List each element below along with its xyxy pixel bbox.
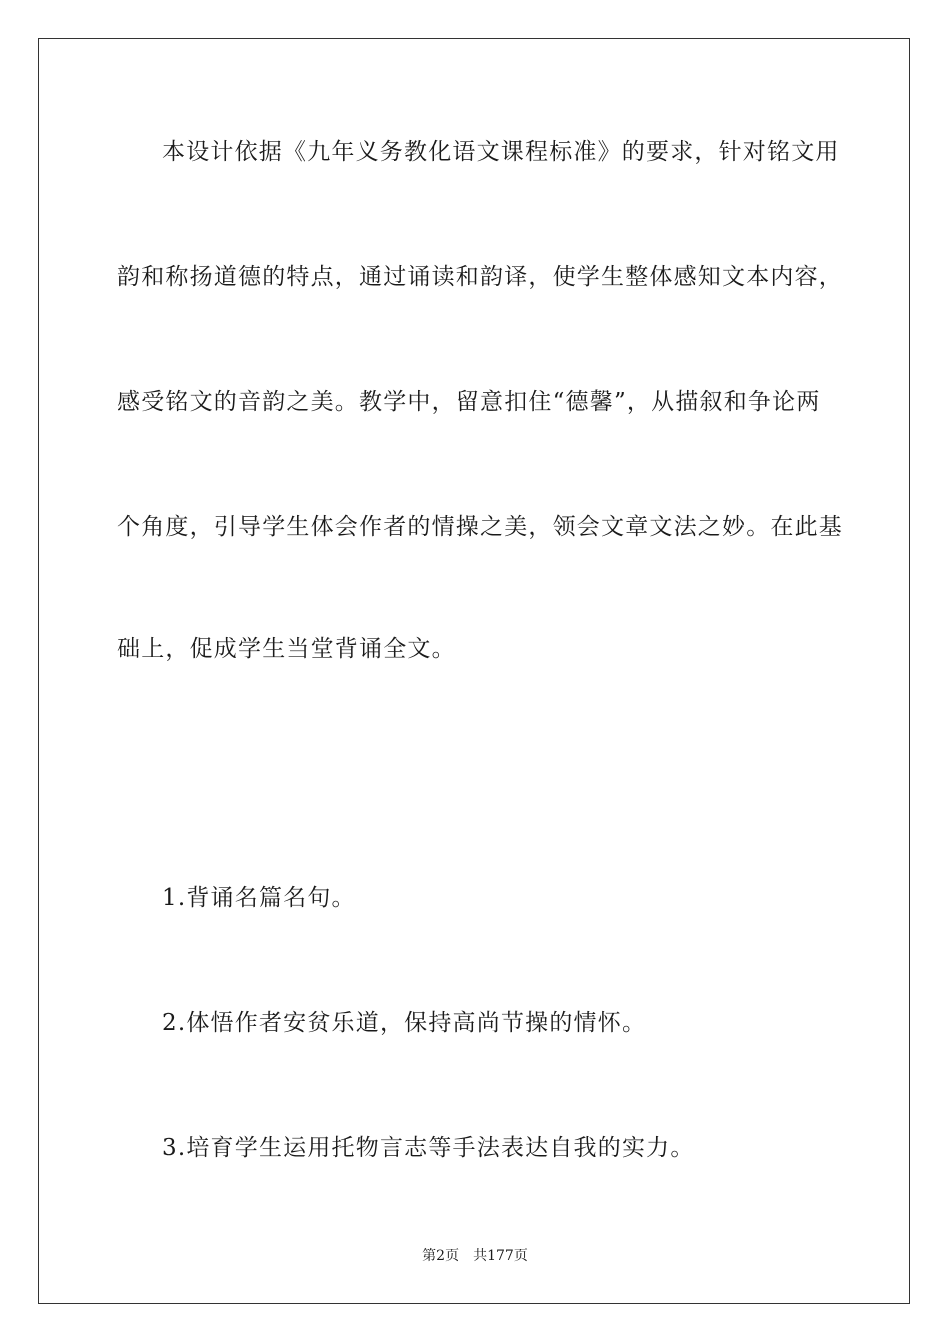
paragraph-line-2: 韵和称扬道德的特点，通过诵读和韵译，使学生整体感知文本内容， [117, 264, 843, 290]
paragraph-line-4: 个角度，引导学生体会作者的情操之美，领会文章文法之妙。在此基 [117, 514, 843, 540]
paragraph-line-3: 感受铭文的音韵之美。教学中，留意扣住“德馨”，从描叙和争论两 [117, 389, 821, 415]
page-number: 第2页 [422, 1248, 460, 1264]
page-border [38, 38, 910, 1304]
page-footer [0, 1247, 950, 1265]
paragraph-line-5: 础上，促成学生当堂背诵全文。 [117, 636, 456, 662]
objective-item-2: 2.体悟作者安贫乐道，保持高尚节操的情怀。 [162, 1010, 647, 1036]
page-total: 共177页 [473, 1248, 528, 1264]
paragraph-line-1: 本设计依据《九年义务教化语文课程标准》的要求，针对铭文用 [162, 139, 840, 165]
objective-item-1: 1.背诵名篇名句。 [162, 885, 356, 911]
objective-item-3: 3.培育学生运用托物言志等手法表达自我的实力。 [162, 1135, 695, 1161]
